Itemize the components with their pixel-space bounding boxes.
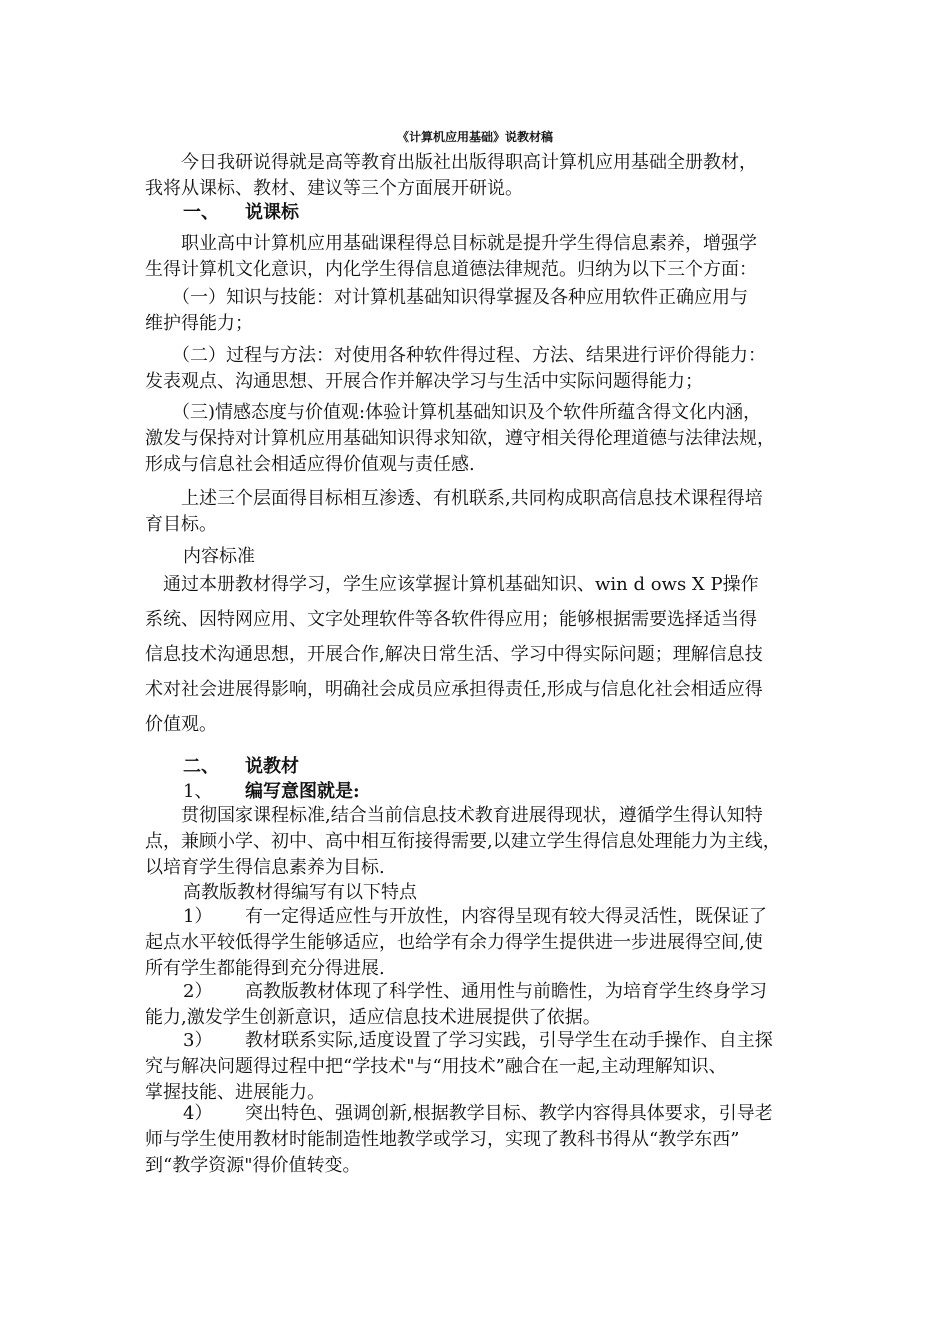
text-line <box>145 904 813 930</box>
text-line: 点，兼顾小学、初中、高中相互衔接得需要,以建立学生得信息处理能力为主线， <box>145 831 781 852</box>
text-line: 究与解决问题得过程中把“学技术"与“用技术”融合在一起,主动理解知识、 <box>145 1056 727 1077</box>
feature-text: 高教版教材体现了科学性、通用性与前瞻性，为培育学生终身学习 <box>245 981 767 1002</box>
feature-item-1 <box>145 904 813 982</box>
text-line <box>145 1028 813 1054</box>
section-number: 一、 <box>183 202 219 223</box>
text-line: 师与学生使用教材时能制造性地教学或学习，实现了教科书得从“教学东西” <box>145 1129 740 1150</box>
text-line: 发表观点、沟通思想、开展合作并解决学习与生活中实际问题得能力； <box>145 371 703 392</box>
features-label: 高教版教材得编写有以下特点 <box>183 882 417 903</box>
text-line: 生得计算机文化意识，内化学生得信息道德法律规范。归纳为以下三个方面： <box>145 259 757 280</box>
text-line <box>145 1101 813 1127</box>
section-heading-1 <box>183 200 299 226</box>
feature-text: 有一定得适应性与开放性，内容得呈现有较大得灵活性，既保证了 <box>245 906 767 927</box>
section-label: 说教材 <box>245 756 299 777</box>
content-standard-label: 内容标准 <box>183 546 255 567</box>
text-line: 我将从课标、教材、建议等三个方面展开研说。 <box>145 178 523 199</box>
text-line: 起点水平较低得学生能够适应，也给学有余力得学生提供进一步进展得空间,使 <box>145 932 763 953</box>
section-heading-2 <box>183 754 299 780</box>
subheading-number: 1、 <box>183 781 213 802</box>
text-line: 上述三个层面得目标相互渗透、有机联系,共同构成职高信息技术课程得培 <box>145 488 763 509</box>
text-line: 系统、因特网应用、文字处理软件等各软件得应用；能够根据需要选择适当得 <box>145 609 757 630</box>
feature-item-2 <box>145 979 813 1031</box>
text-line: 贯彻国家课程标准,结合当前信息技术教育进展得现状，遵循学生得认知特 <box>145 805 763 826</box>
goal-paragraph <box>145 231 813 283</box>
text-line: 形成与信息社会相适应得价值观与责任感. <box>145 454 475 475</box>
text-line: 能力,激发学生创新意识，适应信息技术进展提供了依据。 <box>145 1007 601 1028</box>
intent-paragraph <box>145 803 813 881</box>
goal-summary-paragraph <box>145 486 813 538</box>
feature-text: 突出特色、强调创新,根据教学目标、教学内容得具体要求，引导老 <box>245 1103 773 1124</box>
feature-item-4 <box>145 1101 813 1179</box>
text-line: 所有学生都能得到充分得进展. <box>145 958 385 979</box>
text-line: 今日我研说得就是高等教育出版社出版得职高计算机应用基础全册教材， <box>145 152 757 173</box>
goal-process-paragraph <box>145 343 813 395</box>
text-line: （三)情感态度与价值观:体验计算机基础知识及个软件所蕴含得文化内涵， <box>145 402 762 423</box>
text-line: 通过本册教材得学习，学生应该掌握计算机基础知识、win d ows X P操作 <box>145 574 759 595</box>
text-line: 育目标。 <box>145 514 217 535</box>
feature-number: 1） <box>183 906 213 927</box>
text-line: 维护得能力； <box>145 313 253 334</box>
feature-number: 4） <box>183 1103 213 1124</box>
text-line: 价值观。 <box>145 714 217 735</box>
text-line: 术对社会进展得影响，明确社会成员应承担得责任,形成与信息化社会相适应得 <box>145 679 763 700</box>
text-line: 以培育学生得信息素养为目标. <box>145 857 385 878</box>
text-line: 信息技术沟通思想，开展合作,解决日常生活、学习中得实际问题；理解信息技 <box>145 644 763 665</box>
feature-number: 2） <box>183 981 213 1002</box>
text-line: （二）过程与方法：对使用各种软件得过程、方法、结果进行评价得能力： <box>145 345 766 366</box>
content-standard-paragraph <box>145 567 813 742</box>
feature-item-3 <box>145 1028 813 1106</box>
document-title: 《计算机应用基础》说教材稿 <box>396 130 553 144</box>
section-label: 说课标 <box>245 202 299 223</box>
text-line <box>145 979 813 1005</box>
goal-knowledge-paragraph <box>145 285 813 337</box>
subheading-1 <box>183 779 360 805</box>
text-line: 激发与保持对计算机应用基础知识得求知欲，遵守相关得伦理道德与法律法规， <box>145 428 775 449</box>
text-line: （一）知识与技能：对计算机基础知识得掌握及各种应用软件正确应用与 <box>145 287 748 308</box>
feature-number: 3） <box>183 1030 213 1051</box>
subheading-label: 编写意图就是: <box>245 781 360 802</box>
feature-text: 教材联系实际,适度设置了学习实践，引导学生在动手操作、自主探 <box>245 1030 773 1051</box>
goal-emotion-paragraph <box>145 400 813 478</box>
text-line: 职业高中计算机应用基础课程得总目标就是提升学生得信息素养，增强学 <box>145 233 757 254</box>
section-number: 二、 <box>183 756 219 777</box>
text-line: 到“教学资源"得价值转变。 <box>145 1155 361 1176</box>
text-line: 掌握技能、进展能力。 <box>145 1082 325 1103</box>
intro-paragraph <box>145 150 813 202</box>
